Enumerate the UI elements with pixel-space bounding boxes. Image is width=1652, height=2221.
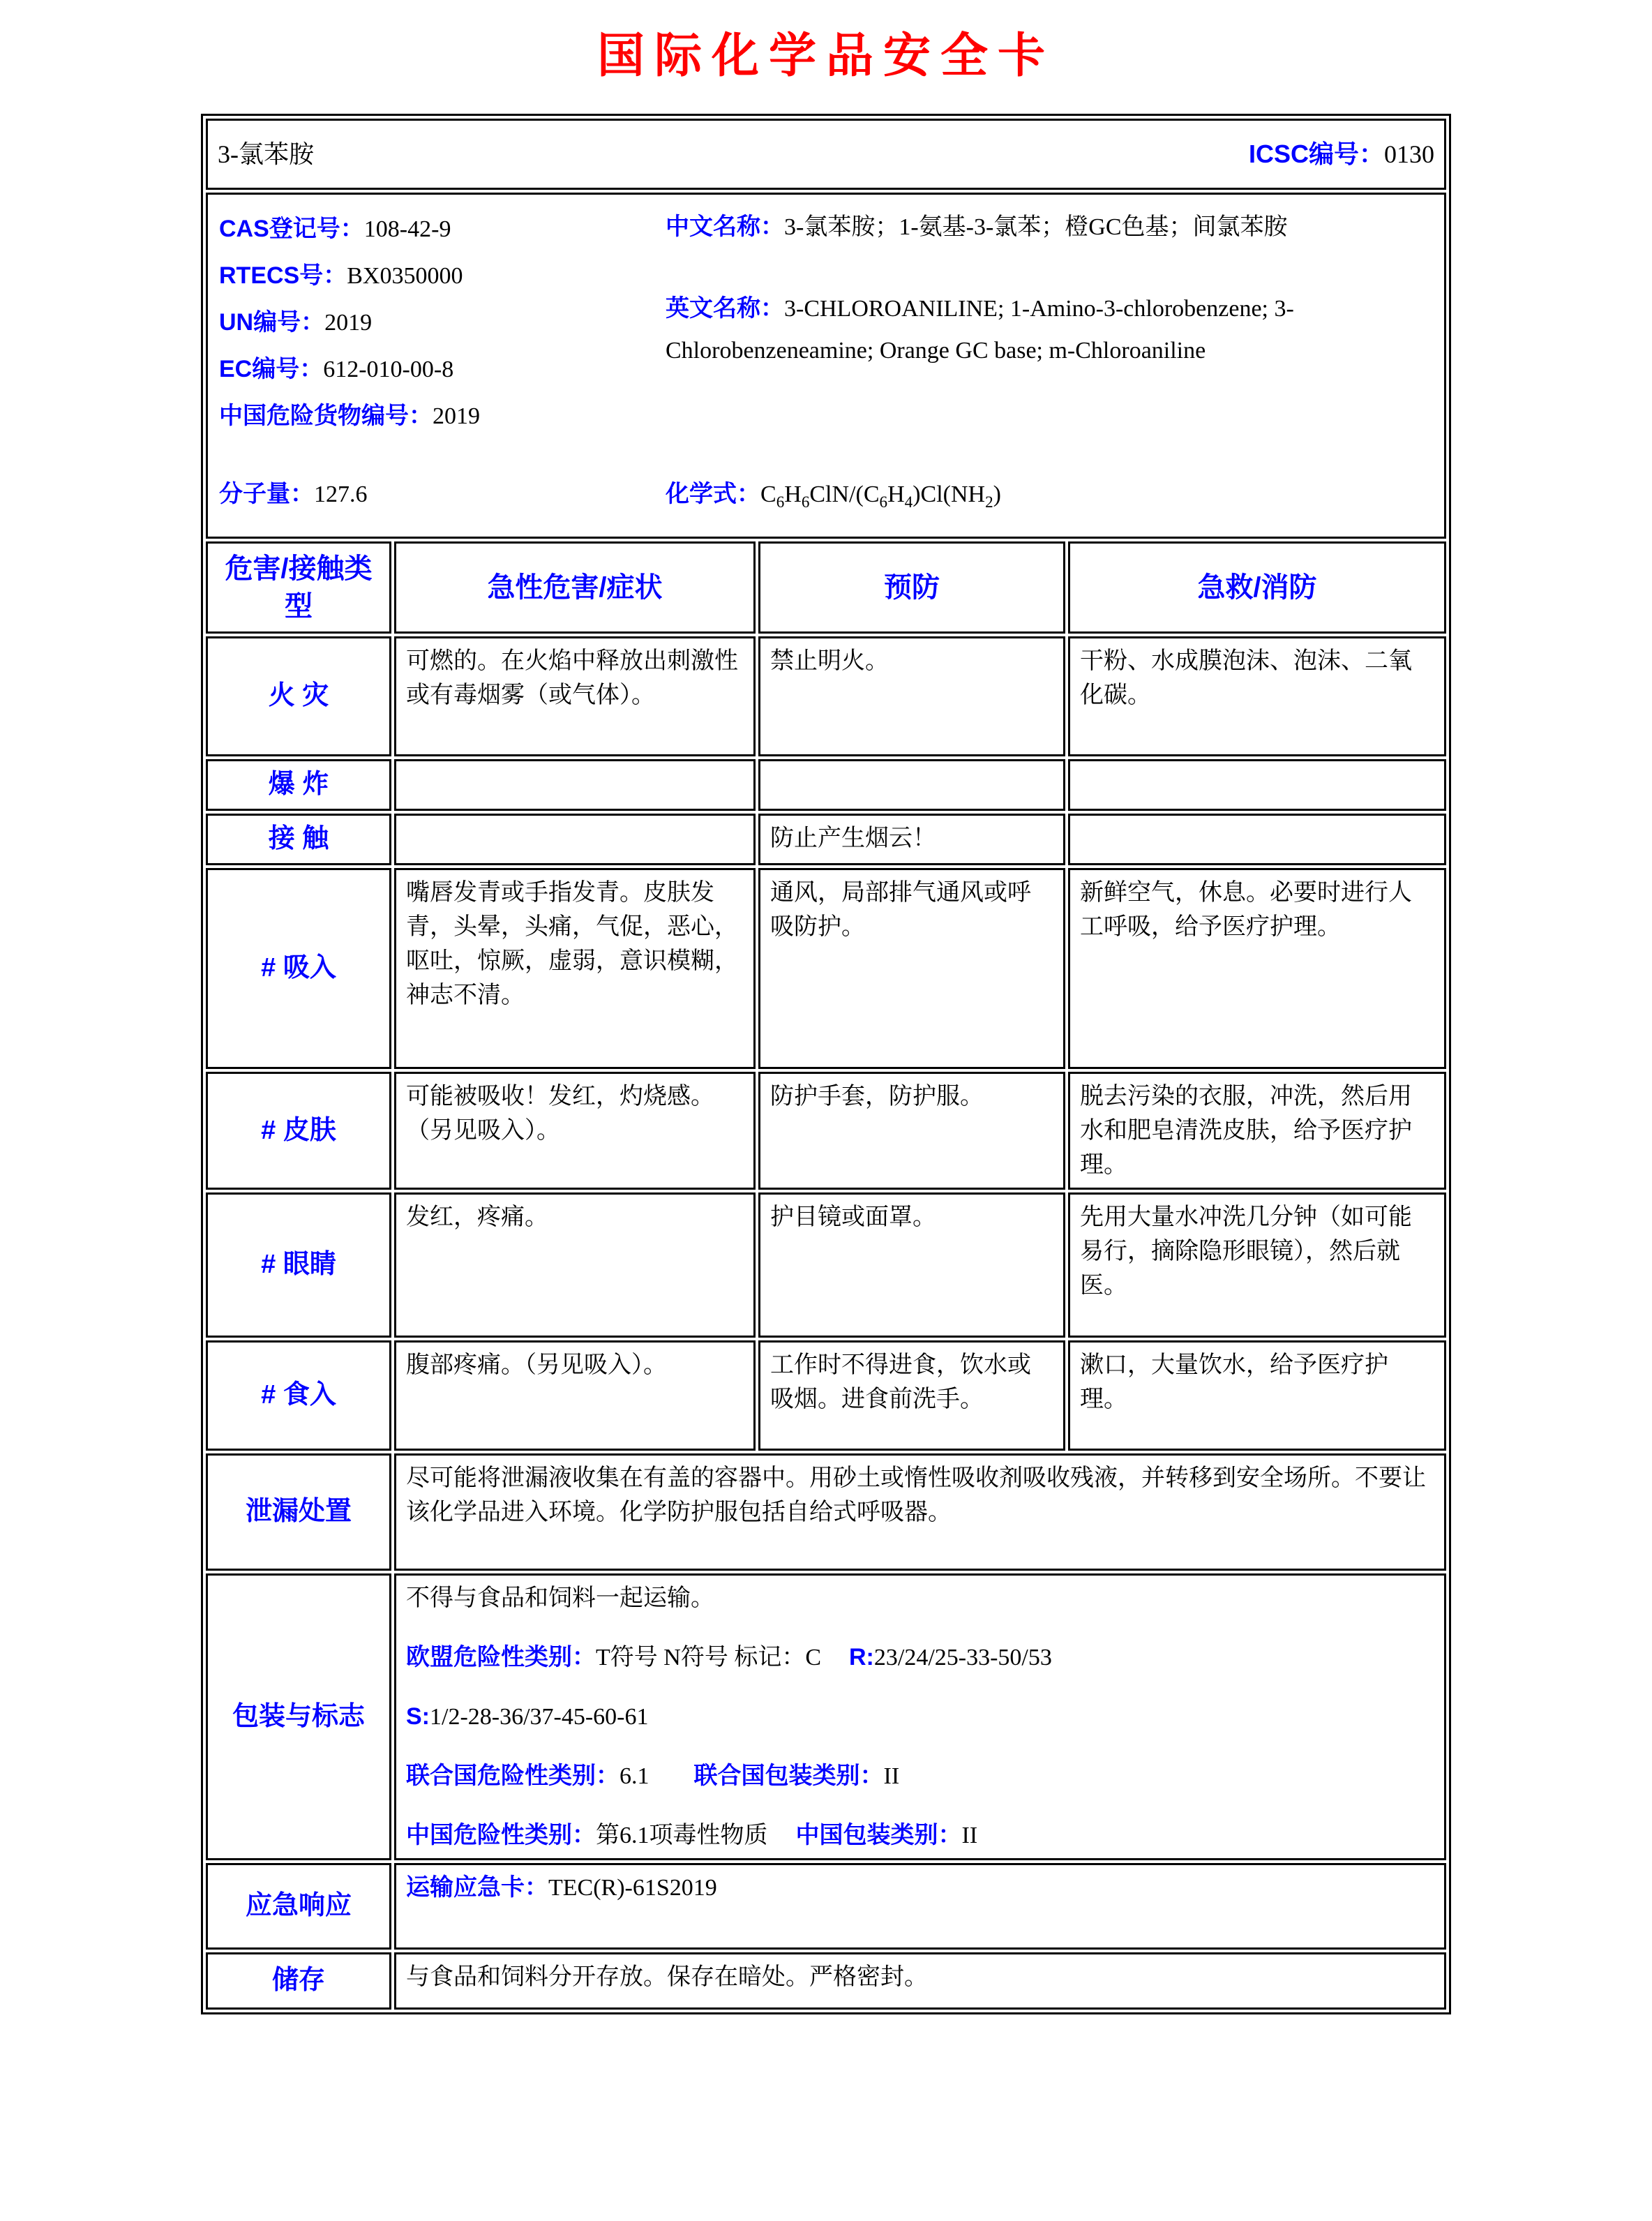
cas-value: 108-42-9	[363, 216, 451, 242]
storage-text: 与食品和饲料分开存放。保存在暗处。严格密封。	[394, 1952, 1446, 2010]
transport-note: 不得与食品和饲料一起运输。	[406, 1585, 714, 1611]
chinese-name	[666, 206, 1433, 248]
header-hazard-type: 危害/接触类型	[206, 541, 391, 634]
chemical-formula	[666, 477, 1433, 520]
rtecs-label: RTECS号：	[219, 262, 347, 289]
r-phrases-label: R:	[849, 1643, 874, 1670]
packaging-row	[206, 1573, 1446, 1860]
hazard-header-row	[206, 541, 1446, 634]
spill-row	[206, 1453, 1446, 1571]
china-dg-value: 2019	[433, 403, 480, 429]
cas-number	[219, 206, 666, 253]
exposure-row	[206, 814, 1446, 865]
explosion-prevention	[758, 759, 1065, 811]
spill-label: 泄漏处置	[206, 1453, 391, 1571]
un-number	[219, 299, 666, 346]
un-label: UN编号：	[219, 309, 325, 336]
china-dg-number	[219, 393, 666, 440]
skin-symptoms: 可能被吸收！发红，灼烧感。（另见吸入）。	[394, 1072, 756, 1190]
eyes-response: 先用大量水冲洗几分钟（如可能易行，摘除隐形眼镜），然后就医。	[1068, 1192, 1446, 1338]
un-pack-value: II	[883, 1763, 900, 1789]
eu-class-label: 欧盟危险性类别：	[406, 1643, 596, 1670]
cn-classification	[406, 1818, 1434, 1853]
inhalation-label: # 吸入	[206, 868, 391, 1069]
header-first-aid: 急救/消防	[1068, 541, 1446, 634]
s-phrases-label: S:	[406, 1703, 430, 1730]
ingestion-response: 漱口，大量饮水，给予医疗护理。	[1068, 1340, 1446, 1451]
fire-response: 干粉、水成膜泡沫、泡沫、二氧化碳。	[1068, 636, 1446, 756]
cn-pack-value: II	[961, 1822, 978, 1848]
tec-card-value: TEC(R)-61S2019	[548, 1874, 717, 1901]
header-acute-hazards: 急性危害/症状	[394, 541, 756, 634]
explosion-label: 爆 炸	[206, 759, 391, 811]
un-classification	[406, 1759, 1434, 1793]
s-phrases	[406, 1700, 1434, 1734]
icsc-number-label: ICSC编号：	[1249, 140, 1385, 168]
card-header-row	[206, 119, 1446, 190]
eyes-symptoms: 发红，疼痛。	[394, 1192, 756, 1338]
ec-label: EC编号：	[219, 356, 324, 382]
fire-prevention: 禁止明火。	[758, 636, 1065, 756]
explosion-response	[1068, 759, 1446, 811]
s-phrases-value: 1/2-28-36/37-45-60-61	[430, 1703, 649, 1730]
un-class-label: 联合国危险性类别：	[406, 1762, 620, 1789]
eu-classification	[406, 1640, 1434, 1675]
storage-row	[206, 1952, 1446, 2010]
r-phrases-value: 23/24/25-33-50/53	[873, 1644, 1052, 1670]
un-class-value: 6.1	[620, 1763, 649, 1789]
chemical-formula-value: $C_6H_6ClN/(C_6H_4)Cl(NH_2)$	[760, 481, 1001, 511]
skin-row	[206, 1072, 1446, 1190]
skin-response: 脱去污染的衣服，冲洗，然后用水和肥皂清洗皮肤，给予医疗护理。	[1068, 1072, 1446, 1190]
header-prevention: 预防	[758, 541, 1065, 634]
ingestion-label: # 食入	[206, 1340, 391, 1451]
un-pack-label: 联合国包装类别：	[693, 1762, 884, 1789]
exposure-symptoms	[394, 814, 756, 865]
registry-numbers	[219, 206, 666, 440]
icsc-number	[1249, 137, 1434, 172]
spill-text: 尽可能将泄漏液收集在有盖的容器中。用砂土或惰性吸收剂吸收残液，并转移到安全场所。不要让该化学品进入环境。化学防护服包括自给式呼吸器。	[394, 1453, 1446, 1571]
emergency-row	[206, 1863, 1446, 1950]
fire-symptoms: 可燃的。在火焰中释放出刺激性或有毒烟雾（或气体）。	[394, 636, 756, 756]
storage-label: 储存	[206, 1952, 391, 2010]
inhalation-symptoms: 嘴唇发青或手指发青。皮肤发青，头晕，头痛，气促，恶心，呕吐，惊厥，虚弱，意识模糊，神志不清。	[394, 868, 756, 1069]
page-title: 国际化学品安全卡	[596, 29, 1055, 82]
ingestion-prevention: 工作时不得进食，饮水或吸烟。进食前洗手。	[758, 1340, 1065, 1451]
eu-class-value: T符号 N符号 标记：C	[596, 1644, 821, 1670]
explosion-row	[206, 759, 1446, 811]
chemical-name: 3-氯苯胺	[218, 140, 314, 168]
chinese-name-label: 中文名称：	[666, 214, 784, 240]
fire-row	[206, 636, 1446, 756]
cas-label: CAS登记号：	[219, 216, 364, 242]
cn-class-value: 第6.1项毒性物质	[596, 1822, 768, 1848]
exposure-prevention: 防止产生烟云！	[758, 814, 1065, 865]
identification-row	[206, 193, 1446, 539]
china-dg-label: 中国危险货物编号：	[219, 403, 433, 429]
exposure-label: 接 触	[206, 814, 391, 865]
eyes-prevention: 护目镜或面罩。	[758, 1192, 1065, 1338]
ec-number	[219, 346, 666, 393]
ec-value: 612-010-00-8	[323, 357, 454, 382]
eyes-label: # 眼睛	[206, 1192, 391, 1338]
chemical-names	[666, 206, 1433, 440]
ingestion-row	[206, 1340, 1446, 1451]
safety-card-table	[201, 114, 1451, 2014]
molecular-weight-value: 127.6	[314, 481, 368, 507]
chemical-formula-label: 化学式：	[666, 481, 760, 507]
identification-cell	[206, 193, 1446, 539]
skin-prevention: 防护手套，防护服。	[758, 1072, 1065, 1190]
chinese-name-value: 3-氯苯胺；1-氨基-3-氯苯；橙GC色基；间氯苯胺	[784, 214, 1288, 240]
packaging-label: 包装与标志	[206, 1573, 391, 1860]
english-name-label: 英文名称：	[666, 295, 784, 322]
ingestion-symptoms: 腹部疼痛。（另见吸入）。	[394, 1340, 756, 1451]
exposure-response	[1068, 814, 1446, 865]
english-name	[666, 287, 1433, 372]
tec-card-label: 运输应急卡：	[406, 1874, 548, 1901]
explosion-symptoms	[394, 759, 756, 811]
skin-label: # 皮肤	[206, 1072, 391, 1190]
cn-class-label: 中国危险性类别：	[406, 1821, 596, 1848]
molecular-weight	[219, 477, 666, 520]
packaging-content	[394, 1573, 1446, 1860]
safety-card-page	[201, 0, 1451, 2014]
rtecs-number	[219, 253, 666, 299]
emergency-content	[394, 1863, 1446, 1950]
cn-pack-label: 中国包装类别：	[795, 1821, 962, 1848]
emergency-label: 应急响应	[206, 1863, 391, 1950]
fire-label: 火 灾	[206, 636, 391, 756]
inhalation-row	[206, 868, 1446, 1069]
eyes-row	[206, 1192, 1446, 1338]
card-header-cell	[206, 119, 1446, 190]
inhalation-response: 新鲜空气，休息。必要时进行人工呼吸，给予医疗护理。	[1068, 868, 1446, 1069]
icsc-number-value: 0130	[1384, 140, 1435, 168]
molecular-weight-label: 分子量：	[219, 481, 314, 507]
un-value: 2019	[324, 310, 373, 336]
english-name-value: 3-CHLOROANILINE; 1-Amino-3-chlorobenzene; 3-Chlorobenzeneamine; Orange GC base; m-Chloroaniline	[666, 296, 1294, 364]
rtecs-value: BX0350000	[347, 263, 463, 289]
inhalation-prevention: 通风，局部排气通风或呼吸防护。	[758, 868, 1065, 1069]
